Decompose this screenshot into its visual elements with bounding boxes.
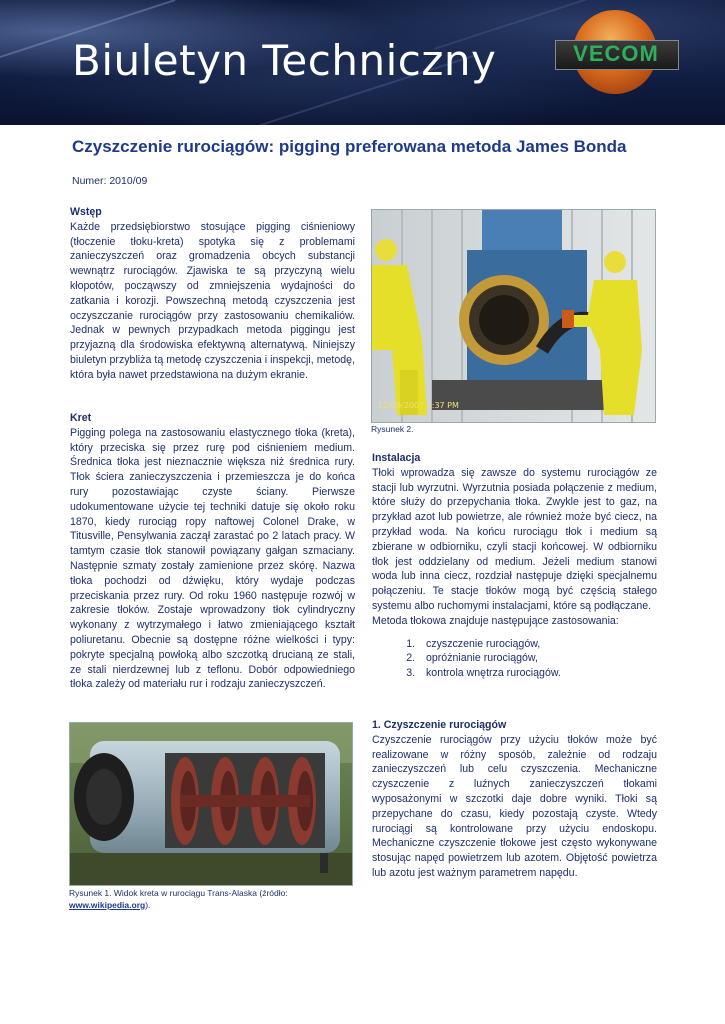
figure-2-image: [371, 209, 656, 423]
wikipedia-link[interactable]: www.wikipedia.org: [69, 900, 146, 910]
list-item: 1. czyszczenie rurociągów,: [418, 637, 657, 652]
section-heading: Instalacja: [372, 452, 421, 464]
figure-2-caption: Rysunek 2.: [371, 424, 414, 434]
section-czyszczenie: [372, 718, 657, 881]
section-wstep: [70, 205, 355, 383]
applications-list: [372, 637, 657, 681]
applications-lead: Metoda tłokowa znajduje następujące zastosowania:: [372, 614, 619, 627]
section-body: Każde przedsiębiorstwo stosujące pigging ciśnieniowy (tłoczenie tłoku-kreta) spotyka się z problemami zanieczyszczeń oraz gromadzenia obcych substancji wewnątrz rurociągów. Zjawiska te są przyczyną wielu kłopotów, począwszy od zmniejszenia wydajności do zatkania i korozji. Powszechną metodą czyszczenia jest oczyszczanie rurociągów przy zastosowaniu chemikaliów. Jednak w pewnych przypadkach metoda piggingu jest przyjazną dla środowiska efektywną alternatywą. Niniejszy biuletyn przybliża tą metodę czyszczenia i inspekcji, metodę, która była nawet przedstawiona na dużym ekranie.: [70, 220, 355, 381]
section-heading: 1. Czyszczenie rurociągów: [372, 719, 507, 731]
pipeline-pig-image: [70, 723, 352, 885]
section-heading: Wstęp: [70, 206, 102, 218]
article-title: Czyszczenie rurociągów: pigging preferowana metoda James Bonda: [72, 137, 627, 156]
photo-timestamp: 12/09/2007 2:37 PM: [378, 401, 459, 410]
section-body: Tłoki wprowadza się zawsze do systemu rurociągów ze stacji lub wyrzutni. Wyrzutnia posiada połączenie z medium, które służy do przepychania tłoka. Zwykle jest to gaz, na przykład azot lub powietrze, ale również może być ciecz, na przykład woda. Na końcu rurociągu tłok i medium są zbierane w odbiorniku, czyli stacji końcowej. W odbiorniku tłok jest oddzielany od medium. Jeżeli medium stanowi woda lub inna ciecz, rozdział następuje dzięki specjalnemu połączeniu. Te stacje tłoków mogą być częścią stałego systemu albo ruchomymi instalacjami, które są podłączane.: [372, 466, 657, 612]
list-item: 2. opróżnianie rurociągów,: [418, 651, 657, 666]
list-item: 3. kontrola wnętrza rurociągów.: [418, 666, 657, 681]
caption-suffix: ).: [145, 900, 151, 910]
logo-text: VECOM: [573, 41, 659, 66]
figure-1-caption: [69, 887, 359, 911]
figure-1-image: [69, 722, 353, 886]
header-banner: [0, 0, 725, 125]
caption-text: Rysunek 1. Widok kreta w rurociągu Trans-Alaska (źródło:: [69, 888, 288, 898]
section-body: Pigging polega na zastosowaniu elastycznego tłoka (kreta), który przeciska się przez rurę pod ciśnieniem medium. Średnica tłoka jest nieznacznie większa niż średnica rury. Tłok ściera zanieczyszczenia i przemieszcza je do końca rury pozostawiając czyste ściany. Pierwsze udokumentowane użycie tej techniki datuje się około roku 1870, kiedy rurociąg ropy naftowej Colonel Drake, w Titusville, Pensylwania zaczął zarastać po 2 latach pracy. W tamtym czasie tłok stanowił powiązany gałgan szmaciany. Następnie szmaty zostały zamienione przez skórę. Nazwa tłoka pochodzi od dźwięku, który wydaje podczas przeciskania przez rury. Od roku 1960 następuje rozwój w zakresie tłoków. Zostaje wprowadzony tłok cylindryczny wykonany z wytrzymałego i łatwo zmieniającego kształt poliuretanu. Obecnie są dostępne różne wielkości i typy: pokryte specjalną powłoką albo szczotką drucianą ze stali, ze stali nierdzewnej lub z teflonu. Dobór odpowiedniego tłoka zależy od materiału rur i rodzaju zanieczyszczeń.: [70, 426, 355, 691]
issue-number: Numer: 2010/09: [72, 175, 148, 187]
bulletin-title: Biuletyn Techniczny: [72, 36, 497, 85]
workers-photo-image: [372, 210, 655, 422]
vecom-logo: [555, 10, 677, 94]
section-body: Czyszczenie rurociągów przy użyciu tłoków może być realizowane w różny sposób, zależnie od rodzaju zanieczyszczeń lub celu czyszczenia. Mechaniczne czyszczenie z luźnych zanieczyszczeń tłokami wyposażonymi w szczotki daje dobre wyniki. Tłoki są przepychane do czasu, kiedy pozostają czyste. Wtedy rurociągi są kontrolowane przy użyciu endoskopu. Mechaniczne czyszczenie tłokowe jest często wykonywane stosując napęd powietrzem lub azotem. Objętość powietrza lub azotu jest ważnym parametrem napędu.: [372, 733, 657, 879]
section-heading: Kret: [70, 412, 92, 424]
section-kret: [70, 411, 355, 692]
section-instalacja: [372, 451, 657, 681]
